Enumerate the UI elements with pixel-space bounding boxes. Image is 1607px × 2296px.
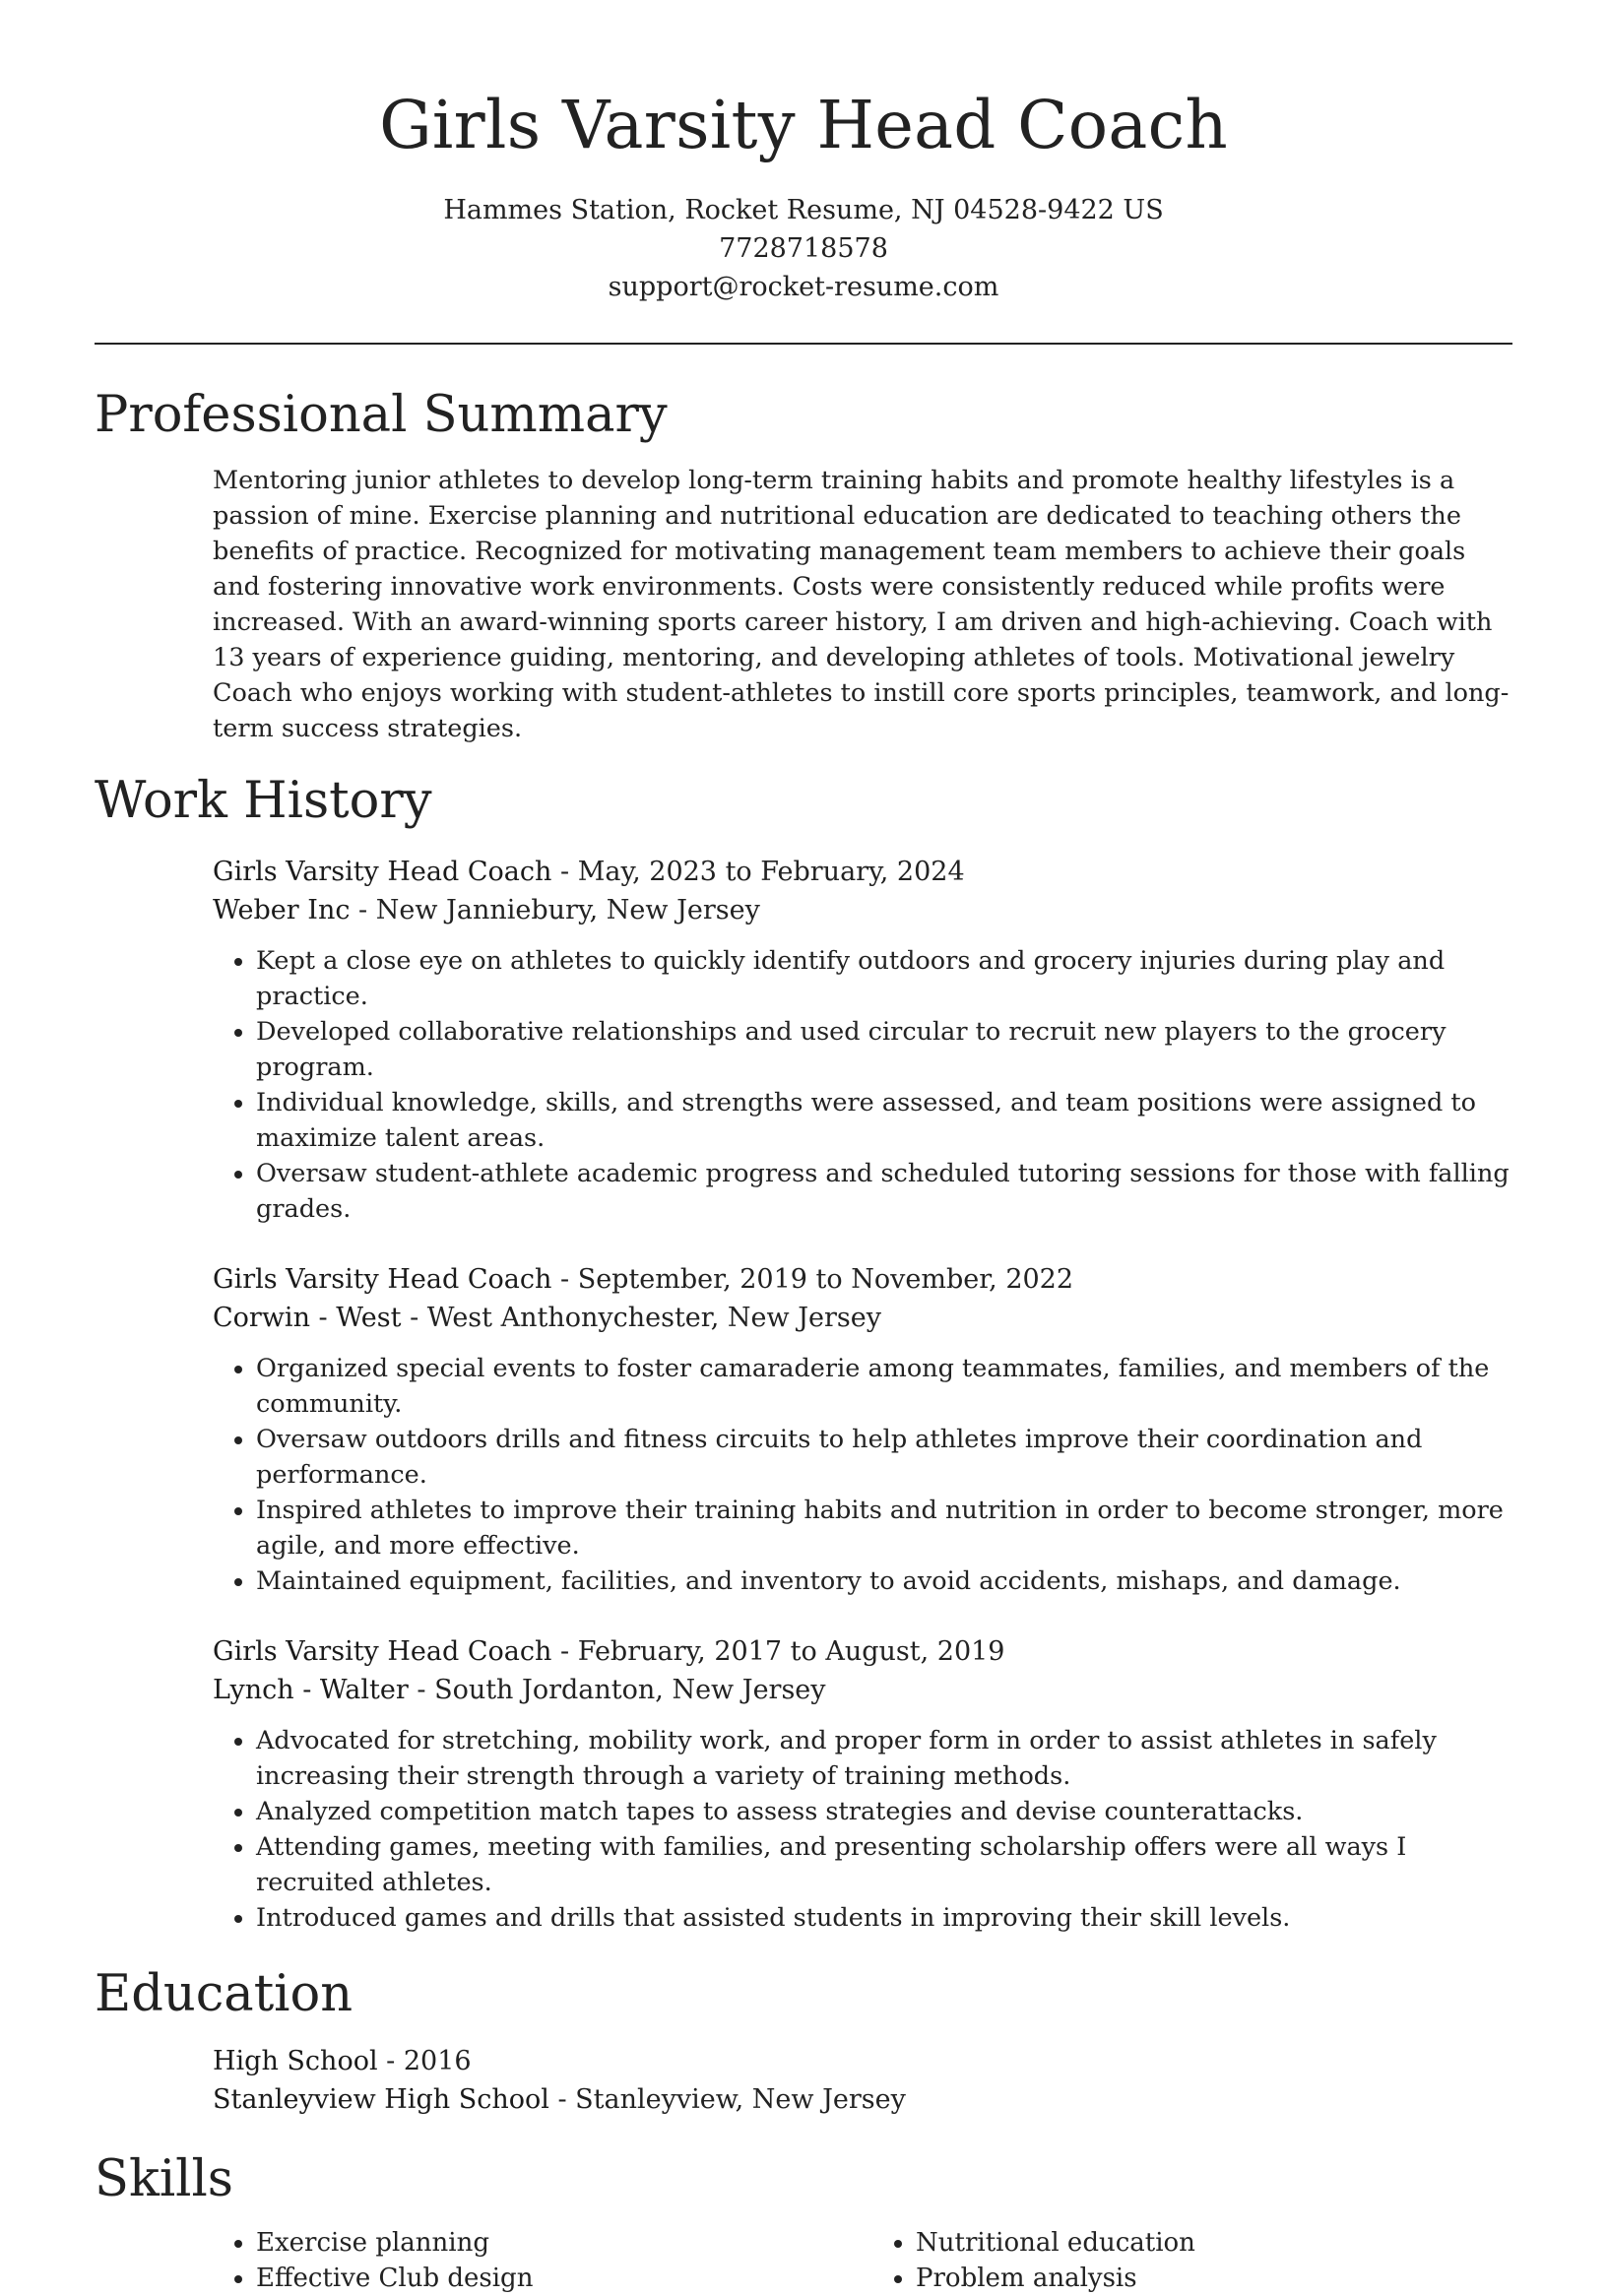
resume-header bbox=[95, 0, 1512, 306]
job-company-line bbox=[213, 1671, 1512, 1709]
job-bullets bbox=[213, 1351, 1512, 1599]
job-bullet: • Developed collaborative relationships and used circular to recruit new players to the grocery program. bbox=[256, 1014, 1512, 1085]
job-company-line bbox=[213, 891, 1512, 929]
skills-list-left bbox=[213, 2225, 853, 2296]
job-title-line bbox=[213, 1260, 1512, 1299]
job-company: Lynch - Walter bbox=[213, 1675, 409, 1705]
job-title: Girls Varsity Head Coach bbox=[213, 1636, 552, 1667]
job-location: - South Jordanton, New Jersey bbox=[408, 1675, 826, 1705]
skills-heading: Skills bbox=[95, 2150, 233, 2208]
education-degree-line bbox=[213, 2042, 1512, 2080]
job-bullet: • Introduced games and drills that assisted students in improving their skill levels. bbox=[256, 1900, 1512, 1936]
education-section bbox=[213, 2042, 1512, 2119]
job-bullet: • Kept a close eye on athletes to quickly identify outdoors and grocery injuries during play and practice. bbox=[256, 943, 1512, 1014]
job-entry bbox=[213, 1260, 1512, 1599]
job-company: Corwin - West bbox=[213, 1303, 402, 1333]
job-bullet: • Organized special events to foster camaraderie among teammates, families, and members of the community. bbox=[256, 1351, 1512, 1422]
skill-item: • Effective Club design bbox=[256, 2261, 853, 2296]
job-entry bbox=[213, 1632, 1512, 1936]
job-bullet: • Individual knowledge, skills, and strengths were assessed, and team positions were assigned to maximize talent areas. bbox=[256, 1085, 1512, 1156]
job-title-line bbox=[213, 853, 1512, 891]
job-title-line bbox=[213, 1632, 1512, 1671]
job-title: Girls Varsity Head Coach bbox=[213, 1264, 552, 1295]
work-history-heading: Work History bbox=[95, 772, 432, 830]
skills-list-right bbox=[872, 2225, 1512, 2296]
education-heading: Education bbox=[95, 1965, 354, 2023]
job-bullets bbox=[213, 1723, 1512, 1936]
candidate-name: Girls Varsity Head Coach bbox=[379, 87, 1228, 163]
summary-heading: Professional Summary bbox=[95, 386, 668, 444]
job-bullet: • Maintained equipment, facilities, and inventory to avoid accidents, mishaps, and damage. bbox=[256, 1563, 1512, 1599]
skills-section bbox=[213, 2225, 1512, 2296]
job-bullet: • Inspired athletes to improve their training habits and nutrition in order to become stronger, more agile, and more effective. bbox=[256, 1493, 1512, 1563]
summary-section bbox=[213, 463, 1512, 746]
job-bullet: • Oversaw student-athlete academic progress and scheduled tutoring sessions for those with falling grades. bbox=[256, 1156, 1512, 1227]
work-history-section bbox=[213, 853, 1512, 1936]
header-divider bbox=[95, 343, 1512, 345]
education-degree: High School bbox=[213, 2046, 378, 2076]
job-title: Girls Varsity Head Coach bbox=[213, 857, 552, 887]
contact-phone: 7728718578 bbox=[719, 233, 888, 264]
job-bullet: • Advocated for stretching, mobility work, and proper form in order to assist athletes in safely increasing their strength through a variety of training methods. bbox=[256, 1723, 1512, 1794]
education-school: Stanleyview High School bbox=[213, 2084, 549, 2115]
job-location: - New Janniebury, New Jersey bbox=[350, 895, 760, 925]
education-location: - Stanleyview, New Jersey bbox=[548, 2084, 906, 2115]
skill-item: • Exercise planning bbox=[256, 2225, 853, 2261]
contact-email[interactable]: support@rocket-resume.com bbox=[608, 272, 999, 302]
job-bullet: • Analyzed competition match tapes to assess strategies and devise counterattacks. bbox=[256, 1794, 1512, 1829]
job-dates: - February, 2017 to August, 2019 bbox=[551, 1636, 1005, 1667]
job-dates: - September, 2019 to November, 2022 bbox=[551, 1264, 1074, 1295]
job-location: - West Anthonychester, New Jersey bbox=[401, 1303, 881, 1333]
skill-item: • Nutritional education bbox=[916, 2225, 1512, 2261]
job-dates: - May, 2023 to February, 2024 bbox=[551, 857, 965, 887]
skill-item: • Problem analysis bbox=[916, 2261, 1512, 2296]
summary-text: Mentoring junior athletes to develop long-term training habits and promote healthy lifestyles is a passion of mine. Exercise planning and nutritional education are dedicated to teaching others the benefits of practice. Recognized for motivating management team members to achieve their goals and fostering innovative work environments. Costs were consistently reduced while profits were increased. With an award-winning sports career history, I am driven and high-achieving. Coach with 13 years of experience guiding, mentoring, and developing athletes of tools. Motivational jewelry Coach who enjoys working with student-athletes to instill core sports principles, teamwork, and long-term success strategies. bbox=[213, 466, 1510, 743]
education-year: - 2016 bbox=[377, 2046, 472, 2076]
job-bullets bbox=[213, 943, 1512, 1227]
job-company-line bbox=[213, 1299, 1512, 1337]
job-company: Weber Inc bbox=[213, 895, 351, 925]
education-school-line bbox=[213, 2080, 1512, 2119]
job-bullet: • Attending games, meeting with families, and presenting scholarship offers were all ways I recruited athletes. bbox=[256, 1829, 1512, 1900]
job-bullet: • Oversaw outdoors drills and fitness circuits to help athletes improve their coordination and performance. bbox=[256, 1422, 1512, 1493]
contact-address: Hammes Station, Rocket Resume, NJ 04528-9422 US bbox=[443, 195, 1164, 225]
job-entry bbox=[213, 853, 1512, 1227]
